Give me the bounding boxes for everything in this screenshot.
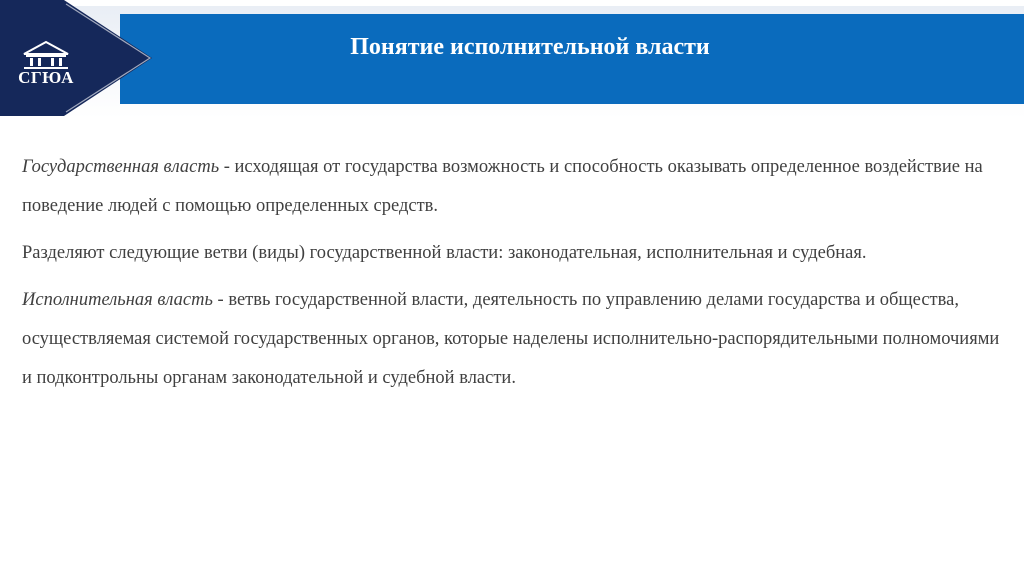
slide-title: Понятие исполнительной власти xyxy=(350,34,710,60)
building-icon xyxy=(14,38,78,70)
slide-body xyxy=(22,148,1002,406)
paragraph-state-power xyxy=(22,148,1002,226)
definition-executive-power: - ветвь государственной власти, деятельность по управлению делами государства и общества, осуществляемая системой государственных органов, которые наделены исполнительно-распорядительными полномочиями и подконтрольны органам законодательной и судебной власти. xyxy=(22,290,1000,388)
definition-state-power: - исходящая от государства возможность и способность оказывать определенное воздействие на поведение людей с помощью определенных средств. xyxy=(22,157,983,216)
paragraph-executive-power xyxy=(22,281,1002,398)
term-executive-power: Исполнительная власть xyxy=(22,290,213,310)
branches-text: Разделяют следующие ветви (виды) государственной власти: законодательная, исполнительная и судебная. xyxy=(22,243,867,263)
term-state-power: Государственная власть xyxy=(22,157,220,177)
university-logo xyxy=(14,38,78,94)
logo-text: СГЮА xyxy=(18,68,74,87)
paragraph-branches xyxy=(22,234,1002,273)
